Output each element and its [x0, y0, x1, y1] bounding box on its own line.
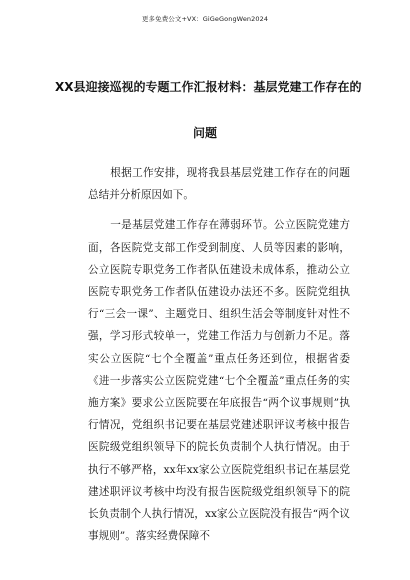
paragraph-main: 一是基层党建工作存在薄弱环节。公立医院党建方面，各医院党支部工作受到制度、人员等因素的影响，公立医院专职党务工作者队伍建设未成体系，推动公立医院专职党务工作者队伍建设办法还不多。医院党组执行“三会一课”、主题党日、组织生活会等制度针对性不强，学习形式较单一，党建工作活力与创新力不足。落实公立医院“七个全覆盖”重点任务还到位，根据省委《进一步落实公立医院党建“七个全覆盖”重点任务的实施方案》要求公立医院要在年底报告“两个议事规则”执行情况，党组织书记要在基层党建述职评议考核中报告医院级党组织领导下的院长负责制个人执行情况。由于执行不够严格，xx年xx家公立医院党组织书记在基层党建述职评议考核中均没有报告医院级党组织领导下的院长负责制个人执行情况，xx家公立医院没有报告“两个议事规则”。落实经费保障不 — [88, 219, 350, 543]
header-watermark-text: 更多免费公文+VX：GiGeGongWen2024 — [141, 15, 269, 23]
document-title-line-1: XX县迎接巡视的专题工作汇报材料：基层党建工作存在的 — [55, 80, 362, 94]
document-body — [88, 162, 350, 547]
document-title-line-2: 问题 — [192, 126, 217, 140]
paragraph-intro: 根据工作安排，现将我县基层党建工作存在的问题总结并分析原因如下。 — [88, 167, 350, 202]
